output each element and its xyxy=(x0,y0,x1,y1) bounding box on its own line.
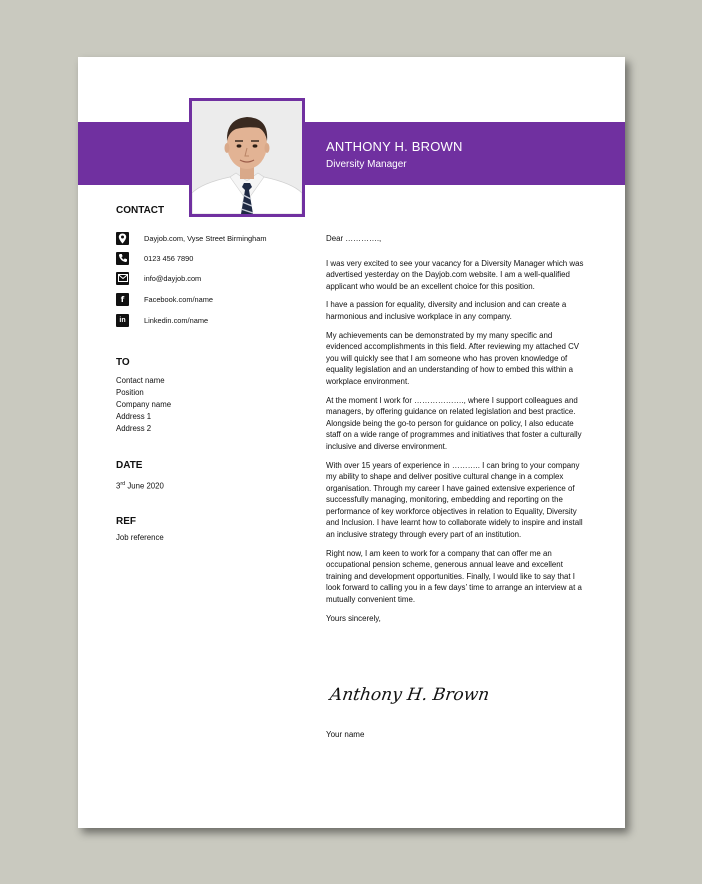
ref-value: Job reference xyxy=(116,533,164,542)
letter-closing: Yours sincerely, xyxy=(326,613,381,623)
email-icon xyxy=(116,272,129,285)
facebook-icon: f xyxy=(116,293,129,306)
phone-icon xyxy=(116,252,129,265)
cover-letter-page xyxy=(78,57,625,828)
portrait-illustration xyxy=(192,101,302,214)
contact-email-text: info@dayjob.com xyxy=(144,273,202,283)
to-company-name: Company name xyxy=(116,400,172,409)
your-name: Your name xyxy=(326,730,365,739)
contact-linkedin-text: Linkedin.com/name xyxy=(144,315,209,325)
letter-paragraph-3: My achievements can be demonstrated by my many specific and evidenced accomplishments in this field. After reviewing my attached CV you will quickly see that I am someone who has proven knowledge of equality legislation and an understanding of how to embed this within a workplace environment. xyxy=(326,330,580,386)
linkedin-icon: in xyxy=(116,314,129,327)
to-address-2: Address 2 xyxy=(116,424,152,433)
applicant-name: ANTHONY H. BROWN xyxy=(326,139,463,154)
location-pin-icon xyxy=(116,232,129,245)
contact-item-linkedin xyxy=(116,313,208,327)
contact-item-address xyxy=(116,231,267,245)
profile-photo xyxy=(189,98,305,217)
date-value xyxy=(116,478,164,493)
to-position: Position xyxy=(116,388,144,397)
date-rest: June 2020 xyxy=(125,481,164,491)
contact-item-email xyxy=(116,271,201,285)
letter-paragraph-5: With over 15 years of experience in ……….. I can bring to your company my ability to shape and deliver positive cultural change in a complex organisation. Through my career I have gained extensive experience of successfully managing, monitoring, embedding and reporting on the performance of key workforce objectives in relation to Equality, Diversity and Inclusion. I have learnt how to collaborate widely to inspire and install an inclusive strategy through every part of an institution. xyxy=(326,460,583,540)
letter-paragraph-2: I have a passion for equality, diversity and inclusion and can create a harmonious and inclusive workplace in any company. xyxy=(326,300,567,321)
letter-paragraph-4: At the moment I work for ………………., where I support colleagues and managers, by offering guidance on related legislation and best practice. Alongside being the go-to person for guidance on policy, I also educate staff on a wide range of programmes and initiatives that foster a culturally inclusive and diverse environment. xyxy=(326,395,582,451)
contact-facebook-text: Facebook.com/name xyxy=(144,294,214,304)
letter-paragraph-1: I was very excited to see your vacancy for a Diversity Manager which was advertised yesterday on the Dayjob.com website. I am a well-qualified applicant who would be an excellent choice for this position. xyxy=(326,258,584,291)
date-suffix: rd xyxy=(120,481,126,487)
contact-item-facebook xyxy=(116,292,213,306)
applicant-role: Diversity Manager xyxy=(326,159,407,170)
date-heading: DATE xyxy=(116,460,143,471)
date-day: 3 xyxy=(116,481,121,491)
letter-salutation: Dear …………., xyxy=(326,234,382,243)
to-address-1: Address 1 xyxy=(116,412,152,421)
letter-paragraph-6: Right now, I am keen to work for a company that can offer me an occupational pension scheme, generous annual leave and excellent training and development opportunities. Finally, I would like to say that I look forward to calling you in a few days’ time to arrange an interview at a mutually convenient time. xyxy=(326,548,582,605)
contact-phone-text: 0123 456 7890 xyxy=(144,253,194,263)
to-contact-name: Contact name xyxy=(116,376,165,385)
contact-address-text: Dayjob.com, Vyse Street Birmingham xyxy=(144,233,267,243)
letter-body xyxy=(326,233,584,631)
ref-heading: REF xyxy=(116,516,136,527)
signature: Anthony H. Brown xyxy=(328,685,491,705)
to-heading: TO xyxy=(116,357,130,368)
contact-heading: CONTACT xyxy=(116,205,165,216)
contact-item-phone xyxy=(116,251,193,265)
